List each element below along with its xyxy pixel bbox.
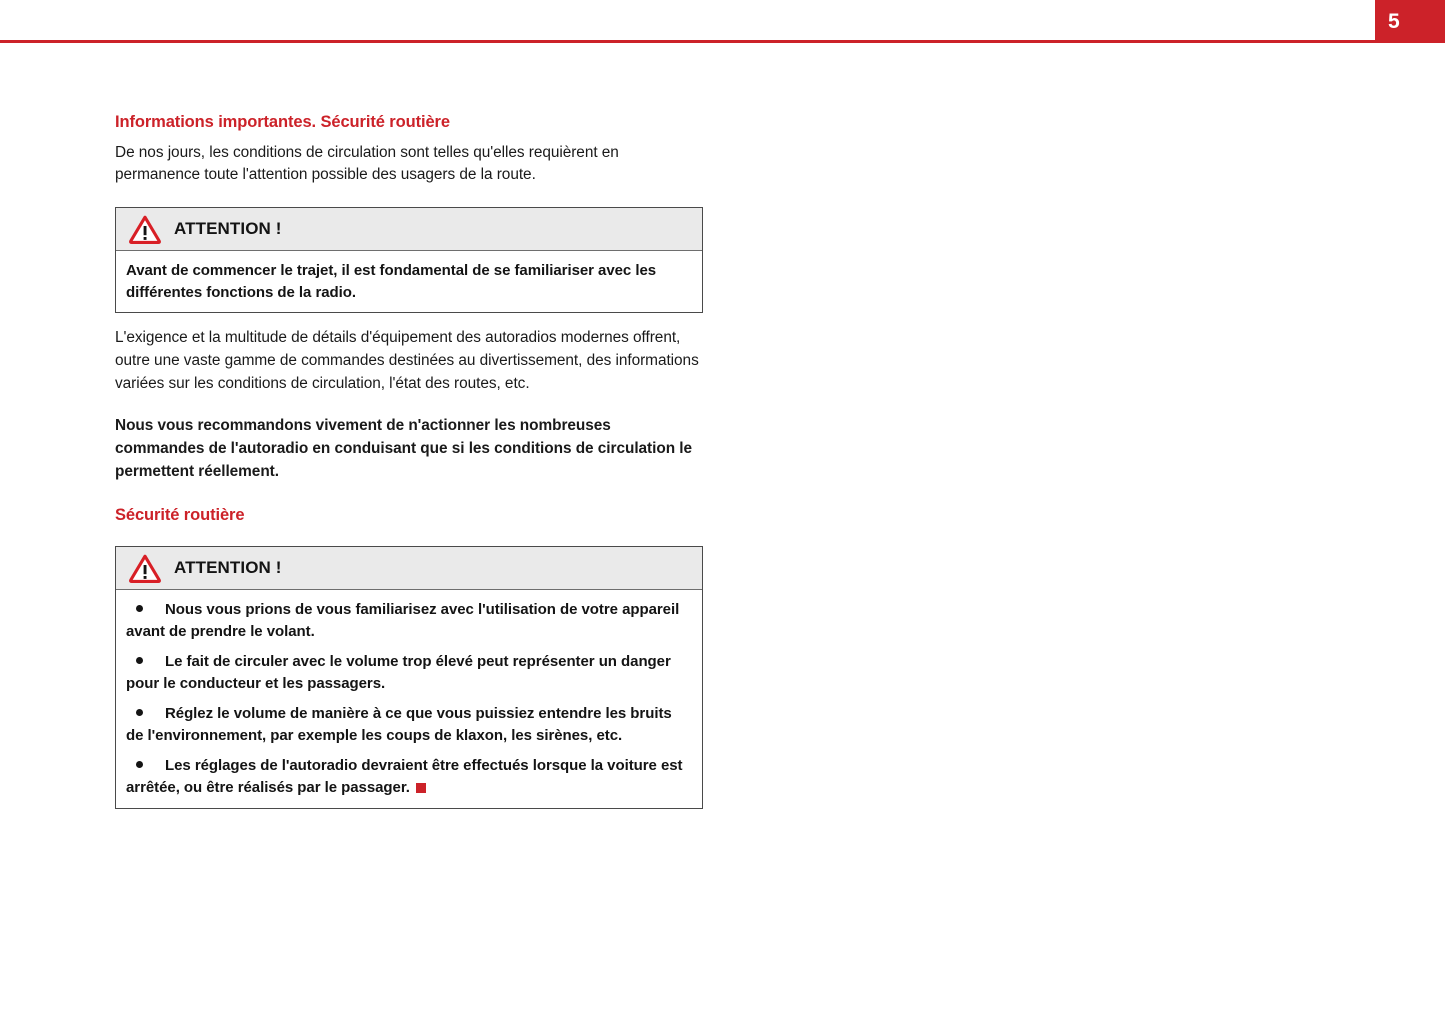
intro-paragraph: De nos jours, les conditions de circulation sont telles qu'elles requièrent en permanence toute l'attention possible des usagers de la route. [115, 143, 619, 184]
header-red-rule [0, 40, 1445, 43]
warning-box-primary [115, 207, 703, 314]
warning-triangle-icon [128, 214, 162, 244]
warning-box-title: ATTENTION ! [174, 218, 282, 238]
bullet-dot-icon [136, 761, 143, 768]
list-item [126, 703, 692, 747]
warning-box-road-safety [115, 546, 703, 809]
list-item-text: Le fait de circuler avec le volume trop élevé peut représenter un danger pour le conducteur et les passagers. [126, 652, 671, 693]
section-heading-important-information: Informations importantes. Sécurité routière [115, 113, 450, 131]
warning-bullet-list [126, 599, 692, 799]
section-heading-road-safety: Sécurité routière [115, 506, 245, 525]
list-item [126, 651, 692, 695]
list-item [126, 755, 692, 799]
warning-box-text: Avant de commencer le trajet, il est fondamental de se familiariser avec les différentes fonctions de la radio. [126, 261, 657, 301]
page-number-text: 5 [1388, 9, 1400, 33]
bullet-dot-icon [136, 709, 143, 716]
page-number-badge [1375, 0, 1445, 43]
warning-box-header [116, 547, 702, 590]
warning-triangle-icon [128, 553, 162, 583]
list-item-text: Les réglages de l'autoradio devraient être effectués lorsque la voiture est arrêtée, ou être réalisés par le passager. [126, 757, 683, 797]
warning-box-body [116, 590, 702, 808]
warning-box-header [116, 208, 702, 251]
red-square-end-mark [416, 783, 426, 793]
bullet-dot-icon [136, 605, 143, 612]
list-item-text: Réglez le volume de manière à ce que vous puissiez entendre les bruits de l'environnement, par exemple les coups de klaxon, les sirènes, etc. [126, 705, 672, 745]
list-item-text: Nous vous prions de vous familiarisez avec l'utilisation de votre appareil avant de prendre le volant. [126, 600, 680, 640]
content-column [115, 112, 703, 823]
bullet-dot-icon [136, 657, 143, 664]
warning-box-title: ATTENTION ! [174, 557, 282, 577]
body-paragraph-recommendation: Nous vous recommandons vivement de n'actionner les nombreuses commandes de l'autoradio en conduisant que si les conditions de circulation le permettent réellement. [115, 417, 693, 480]
page-header [0, 0, 1445, 46]
body-paragraph-equipment-details: L'exigence et la multitude de détails d'équipement des autoradios modernes offrent, outre une vaste gamme de commandes destinées au divertissement, des informations variées sur les conditions de circulation, l'état des routes, etc. [115, 329, 699, 392]
list-item [126, 599, 692, 643]
warning-box-body [116, 251, 702, 313]
